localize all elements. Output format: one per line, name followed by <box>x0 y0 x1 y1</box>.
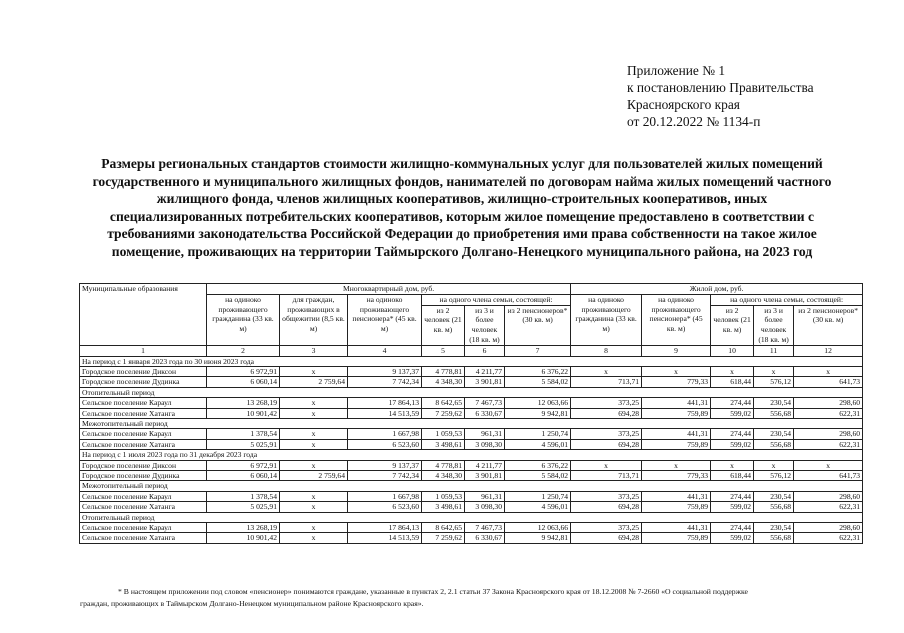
value-cell: 274,44 <box>711 429 754 439</box>
period-row <box>80 512 863 522</box>
value-cell: 4 211,77 <box>465 366 505 376</box>
period-row <box>80 356 863 366</box>
value-cell: 3 098,30 <box>465 439 505 449</box>
municipality-cell: Городское поселение Диксон <box>80 460 207 470</box>
value-cell: 961,31 <box>465 429 505 439</box>
value-cell: 6 376,22 <box>505 366 571 376</box>
municipality-cell: Сельское поселение Хатанга <box>80 408 207 418</box>
header-col-3: для граждан, проживающих в общежитии (8,5 кв. м) <box>280 294 348 345</box>
value-cell: x <box>642 460 711 470</box>
value-cell: 6 376,22 <box>505 460 571 470</box>
value-cell: 274,44 <box>711 491 754 501</box>
value-cell: 1 667,98 <box>348 491 422 501</box>
value-cell: 7 467,73 <box>465 398 505 408</box>
value-cell: 618,44 <box>711 471 754 481</box>
municipality-cell: Городское поселение Диксон <box>80 366 207 376</box>
header-col-2: на одиноко проживающего гражданина (33 кв. м) <box>207 294 280 345</box>
column-number: 12 <box>794 345 863 356</box>
value-cell: 3 901,81 <box>465 377 505 387</box>
value-cell: 618,44 <box>711 377 754 387</box>
table-row <box>80 502 863 512</box>
value-cell: 13 268,19 <box>207 523 280 533</box>
column-number: 8 <box>571 345 642 356</box>
value-cell: 2 759,64 <box>280 471 348 481</box>
municipality-cell: Сельское поселение Караул <box>80 523 207 533</box>
value-cell: x <box>280 502 348 512</box>
municipality-cell: Сельское поселение Караул <box>80 398 207 408</box>
value-cell: 8 642,65 <box>422 398 465 408</box>
value-cell: 4 596,01 <box>505 439 571 449</box>
period-label: Межотопительный период <box>80 481 863 491</box>
value-cell: x <box>794 460 863 470</box>
value-cell: x <box>280 523 348 533</box>
table-row <box>80 408 863 418</box>
value-cell: 7 742,34 <box>348 377 422 387</box>
value-cell: 6 060,14 <box>207 377 280 387</box>
value-cell: 4 211,77 <box>465 460 505 470</box>
municipality-cell: Городское поселение Дудинка <box>80 471 207 481</box>
value-cell: 6 972,91 <box>207 460 280 470</box>
column-number: 6 <box>465 345 505 356</box>
document-title: Размеры региональных стандартов стоимости жилищно-коммунальных услуг для пользователей жилых помещений государственного и муниципального жилищных фондов, нанимателей по договорам найма жилых помещений частного жилищного фонда, членов жилищных кооперативов, жилищно-строительных кооперативов, иных специализированных потребительских кооперативов, которым жилое помещение предоставлено в соответствии с требованиями законодательства Российской Федерации до приобретения ими права собственности на такое жилое помещение, проживающих на территории Таймырского Долгано-Ненецкого муниципального района, на 2023 год <box>92 156 832 259</box>
standards-table <box>79 283 863 544</box>
value-cell: 1 059,53 <box>422 491 465 501</box>
value-cell: 274,44 <box>711 398 754 408</box>
column-number: 11 <box>754 345 794 356</box>
value-cell: 230,54 <box>754 491 794 501</box>
value-cell: 8 642,65 <box>422 523 465 533</box>
value-cell: 298,60 <box>794 491 863 501</box>
column-number: 3 <box>280 345 348 356</box>
value-cell: 556,68 <box>754 533 794 543</box>
value-cell: 576,12 <box>754 377 794 387</box>
value-cell: 3 498,61 <box>422 502 465 512</box>
header-col-12: из 2 пенсионеров* (30 кв. м) <box>794 305 863 345</box>
value-cell: 4 348,30 <box>422 377 465 387</box>
value-cell: 556,68 <box>754 502 794 512</box>
header-col-8: на одиноко проживающего гражданина (33 кв. м) <box>571 294 642 345</box>
value-cell: 641,73 <box>794 377 863 387</box>
value-cell: 694,28 <box>571 502 642 512</box>
column-number: 2 <box>207 345 280 356</box>
value-cell: 7 742,34 <box>348 471 422 481</box>
period-row <box>80 419 863 429</box>
value-cell: 713,71 <box>571 471 642 481</box>
value-cell: 599,02 <box>711 408 754 418</box>
appendix-line-3: Красноярского края <box>627 97 740 112</box>
value-cell: 961,31 <box>465 491 505 501</box>
value-cell: x <box>571 460 642 470</box>
value-cell: 12 063,66 <box>505 398 571 408</box>
value-cell: 373,25 <box>571 398 642 408</box>
value-cell: 10 901,42 <box>207 533 280 543</box>
footnote <box>80 586 870 610</box>
value-cell: 441,31 <box>642 523 711 533</box>
value-cell: 622,31 <box>794 439 863 449</box>
period-row <box>80 387 863 397</box>
value-cell: 4 596,01 <box>505 502 571 512</box>
value-cell: 3 098,30 <box>465 502 505 512</box>
value-cell: 556,68 <box>754 408 794 418</box>
value-cell: 14 513,59 <box>348 533 422 543</box>
value-cell: x <box>280 439 348 449</box>
value-cell: 622,31 <box>794 502 863 512</box>
value-cell: 622,31 <box>794 533 863 543</box>
table-row <box>80 439 863 449</box>
value-cell: 1 059,53 <box>422 429 465 439</box>
appendix-line-1: Приложение № 1 <box>627 63 726 78</box>
table-body <box>80 356 863 543</box>
value-cell: x <box>711 460 754 470</box>
value-cell: x <box>280 366 348 376</box>
header-apartment-group: Многоквартирный дом, руб. <box>207 284 571 295</box>
table-row <box>80 491 863 501</box>
value-cell: 9 942,81 <box>505 533 571 543</box>
header-col-11: из 3 и более человек (18 кв. м) <box>754 305 794 345</box>
value-cell: 3 901,81 <box>465 471 505 481</box>
period-label: Отопительный период <box>80 387 863 397</box>
table-row <box>80 471 863 481</box>
appendix-block <box>627 62 814 130</box>
value-cell: 713,71 <box>571 377 642 387</box>
value-cell: x <box>642 366 711 376</box>
header-house-group: Жилой дом, руб. <box>571 284 863 295</box>
value-cell: 4 778,81 <box>422 460 465 470</box>
value-cell: 1 378,54 <box>207 491 280 501</box>
value-cell: 441,31 <box>642 429 711 439</box>
footnote-line-1: * В настоящем приложении под словом «пенсионер» понимаются граждане, указанные в пунктах 2, 2.1 статьи 37 Закона Красноярского края от 18.12.2008 № 7-2660 «О социальной поддержке <box>118 587 748 596</box>
value-cell: 373,25 <box>571 523 642 533</box>
municipality-cell: Сельское поселение Караул <box>80 429 207 439</box>
value-cell: 6 060,14 <box>207 471 280 481</box>
value-cell: 9 137,37 <box>348 460 422 470</box>
value-cell: 694,28 <box>571 439 642 449</box>
value-cell: 641,73 <box>794 471 863 481</box>
value-cell: 441,31 <box>642 491 711 501</box>
table-row <box>80 460 863 470</box>
value-cell: 694,28 <box>571 408 642 418</box>
value-cell: x <box>280 460 348 470</box>
value-cell: 298,60 <box>794 398 863 408</box>
period-row <box>80 450 863 460</box>
value-cell: 14 513,59 <box>348 408 422 418</box>
value-cell: 9 942,81 <box>505 408 571 418</box>
value-cell: x <box>711 366 754 376</box>
value-cell: x <box>280 398 348 408</box>
value-cell: 5 584,02 <box>505 471 571 481</box>
value-cell: 556,68 <box>754 439 794 449</box>
municipality-cell: Сельское поселение Караул <box>80 491 207 501</box>
value-cell: 5 584,02 <box>505 377 571 387</box>
header-col-7: из 2 пенсионеров* (30 кв. м) <box>505 305 571 345</box>
appendix-line-2: к постановлению Правительства <box>627 80 814 95</box>
header-family-house: на одного члена семьи, состоящей: <box>711 294 863 305</box>
value-cell: 4 348,30 <box>422 471 465 481</box>
value-cell: 622,31 <box>794 408 863 418</box>
value-cell: 373,25 <box>571 491 642 501</box>
value-cell: 599,02 <box>711 533 754 543</box>
value-cell: 12 063,66 <box>505 523 571 533</box>
value-cell: 274,44 <box>711 523 754 533</box>
value-cell: 694,28 <box>571 533 642 543</box>
value-cell: 13 268,19 <box>207 398 280 408</box>
table-row <box>80 366 863 376</box>
value-cell: 298,60 <box>794 523 863 533</box>
column-number: 1 <box>80 345 207 356</box>
table-row <box>80 398 863 408</box>
value-cell: x <box>280 491 348 501</box>
value-cell: 10 901,42 <box>207 408 280 418</box>
value-cell: 759,89 <box>642 408 711 418</box>
value-cell: 3 498,61 <box>422 439 465 449</box>
header-family-apartment: на одного члена семьи, состоящей: <box>422 294 571 305</box>
value-cell: 576,12 <box>754 471 794 481</box>
value-cell: x <box>754 460 794 470</box>
value-cell: 7 259,62 <box>422 408 465 418</box>
value-cell: 1 378,54 <box>207 429 280 439</box>
value-cell: 9 137,37 <box>348 366 422 376</box>
header-col-5: из 2 человек (21 кв. м) <box>422 305 465 345</box>
value-cell: 6 330,67 <box>465 408 505 418</box>
value-cell: 1 250,74 <box>505 491 571 501</box>
period-label: Отопительный период <box>80 512 863 522</box>
value-cell: 4 778,81 <box>422 366 465 376</box>
table-row <box>80 533 863 543</box>
value-cell: 759,89 <box>642 533 711 543</box>
municipality-cell: Городское поселение Дудинка <box>80 377 207 387</box>
value-cell: x <box>280 533 348 543</box>
value-cell: 7 259,62 <box>422 533 465 543</box>
value-cell: x <box>754 366 794 376</box>
header-col-10: из 2 человек (21 кв. м) <box>711 305 754 345</box>
value-cell: x <box>794 366 863 376</box>
value-cell: 599,02 <box>711 439 754 449</box>
value-cell: 373,25 <box>571 429 642 439</box>
municipality-cell: Сельское поселение Хатанга <box>80 533 207 543</box>
table-row <box>80 523 863 533</box>
value-cell: 6 523,60 <box>348 439 422 449</box>
period-row <box>80 481 863 491</box>
value-cell: 298,60 <box>794 429 863 439</box>
header-col-6: из 3 и более человек (18 кв. м) <box>465 305 505 345</box>
footnote-line-2: граждан, проживающих в Таймырском Долгано-Ненецком муниципальном районе Красноярского края». <box>80 599 424 608</box>
value-cell: 759,89 <box>642 439 711 449</box>
appendix-line-4: от 20.12.2022 № 1134-п <box>627 114 761 129</box>
column-number: 10 <box>711 345 754 356</box>
value-cell: 17 864,13 <box>348 523 422 533</box>
value-cell: 230,54 <box>754 523 794 533</box>
value-cell: 759,89 <box>642 502 711 512</box>
value-cell: 7 467,73 <box>465 523 505 533</box>
value-cell: x <box>280 408 348 418</box>
header-col-4: на одиноко проживающего пенсионера* (45 кв. м) <box>348 294 422 345</box>
period-label: На период с 1 января 2023 года по 30 июня 2023 года <box>80 356 863 366</box>
value-cell: 6 523,60 <box>348 502 422 512</box>
period-label: Межотопительный период <box>80 419 863 429</box>
column-number: 5 <box>422 345 465 356</box>
value-cell: 779,33 <box>642 471 711 481</box>
value-cell: 441,31 <box>642 398 711 408</box>
value-cell: 779,33 <box>642 377 711 387</box>
period-label: На период с 1 июля 2023 года по 31 декабря 2023 года <box>80 450 863 460</box>
municipality-cell: Сельское поселение Хатанга <box>80 502 207 512</box>
value-cell: x <box>571 366 642 376</box>
value-cell: 6 330,67 <box>465 533 505 543</box>
column-number: 7 <box>505 345 571 356</box>
header-col-9: на одиноко проживающего пенсионера* (45 кв. м) <box>642 294 711 345</box>
value-cell: 6 972,91 <box>207 366 280 376</box>
table-row <box>80 429 863 439</box>
table-row <box>80 377 863 387</box>
column-number: 4 <box>348 345 422 356</box>
municipality-cell: Сельское поселение Хатанга <box>80 439 207 449</box>
value-cell: 1 250,74 <box>505 429 571 439</box>
value-cell: 599,02 <box>711 502 754 512</box>
value-cell: 230,54 <box>754 429 794 439</box>
column-number: 9 <box>642 345 711 356</box>
value-cell: 5 025,91 <box>207 439 280 449</box>
header-municipality: Муниципальные образования <box>80 284 207 346</box>
value-cell: x <box>280 429 348 439</box>
value-cell: 17 864,13 <box>348 398 422 408</box>
value-cell: 5 025,91 <box>207 502 280 512</box>
column-number-row <box>80 345 863 356</box>
value-cell: 2 759,64 <box>280 377 348 387</box>
value-cell: 230,54 <box>754 398 794 408</box>
value-cell: 1 667,98 <box>348 429 422 439</box>
